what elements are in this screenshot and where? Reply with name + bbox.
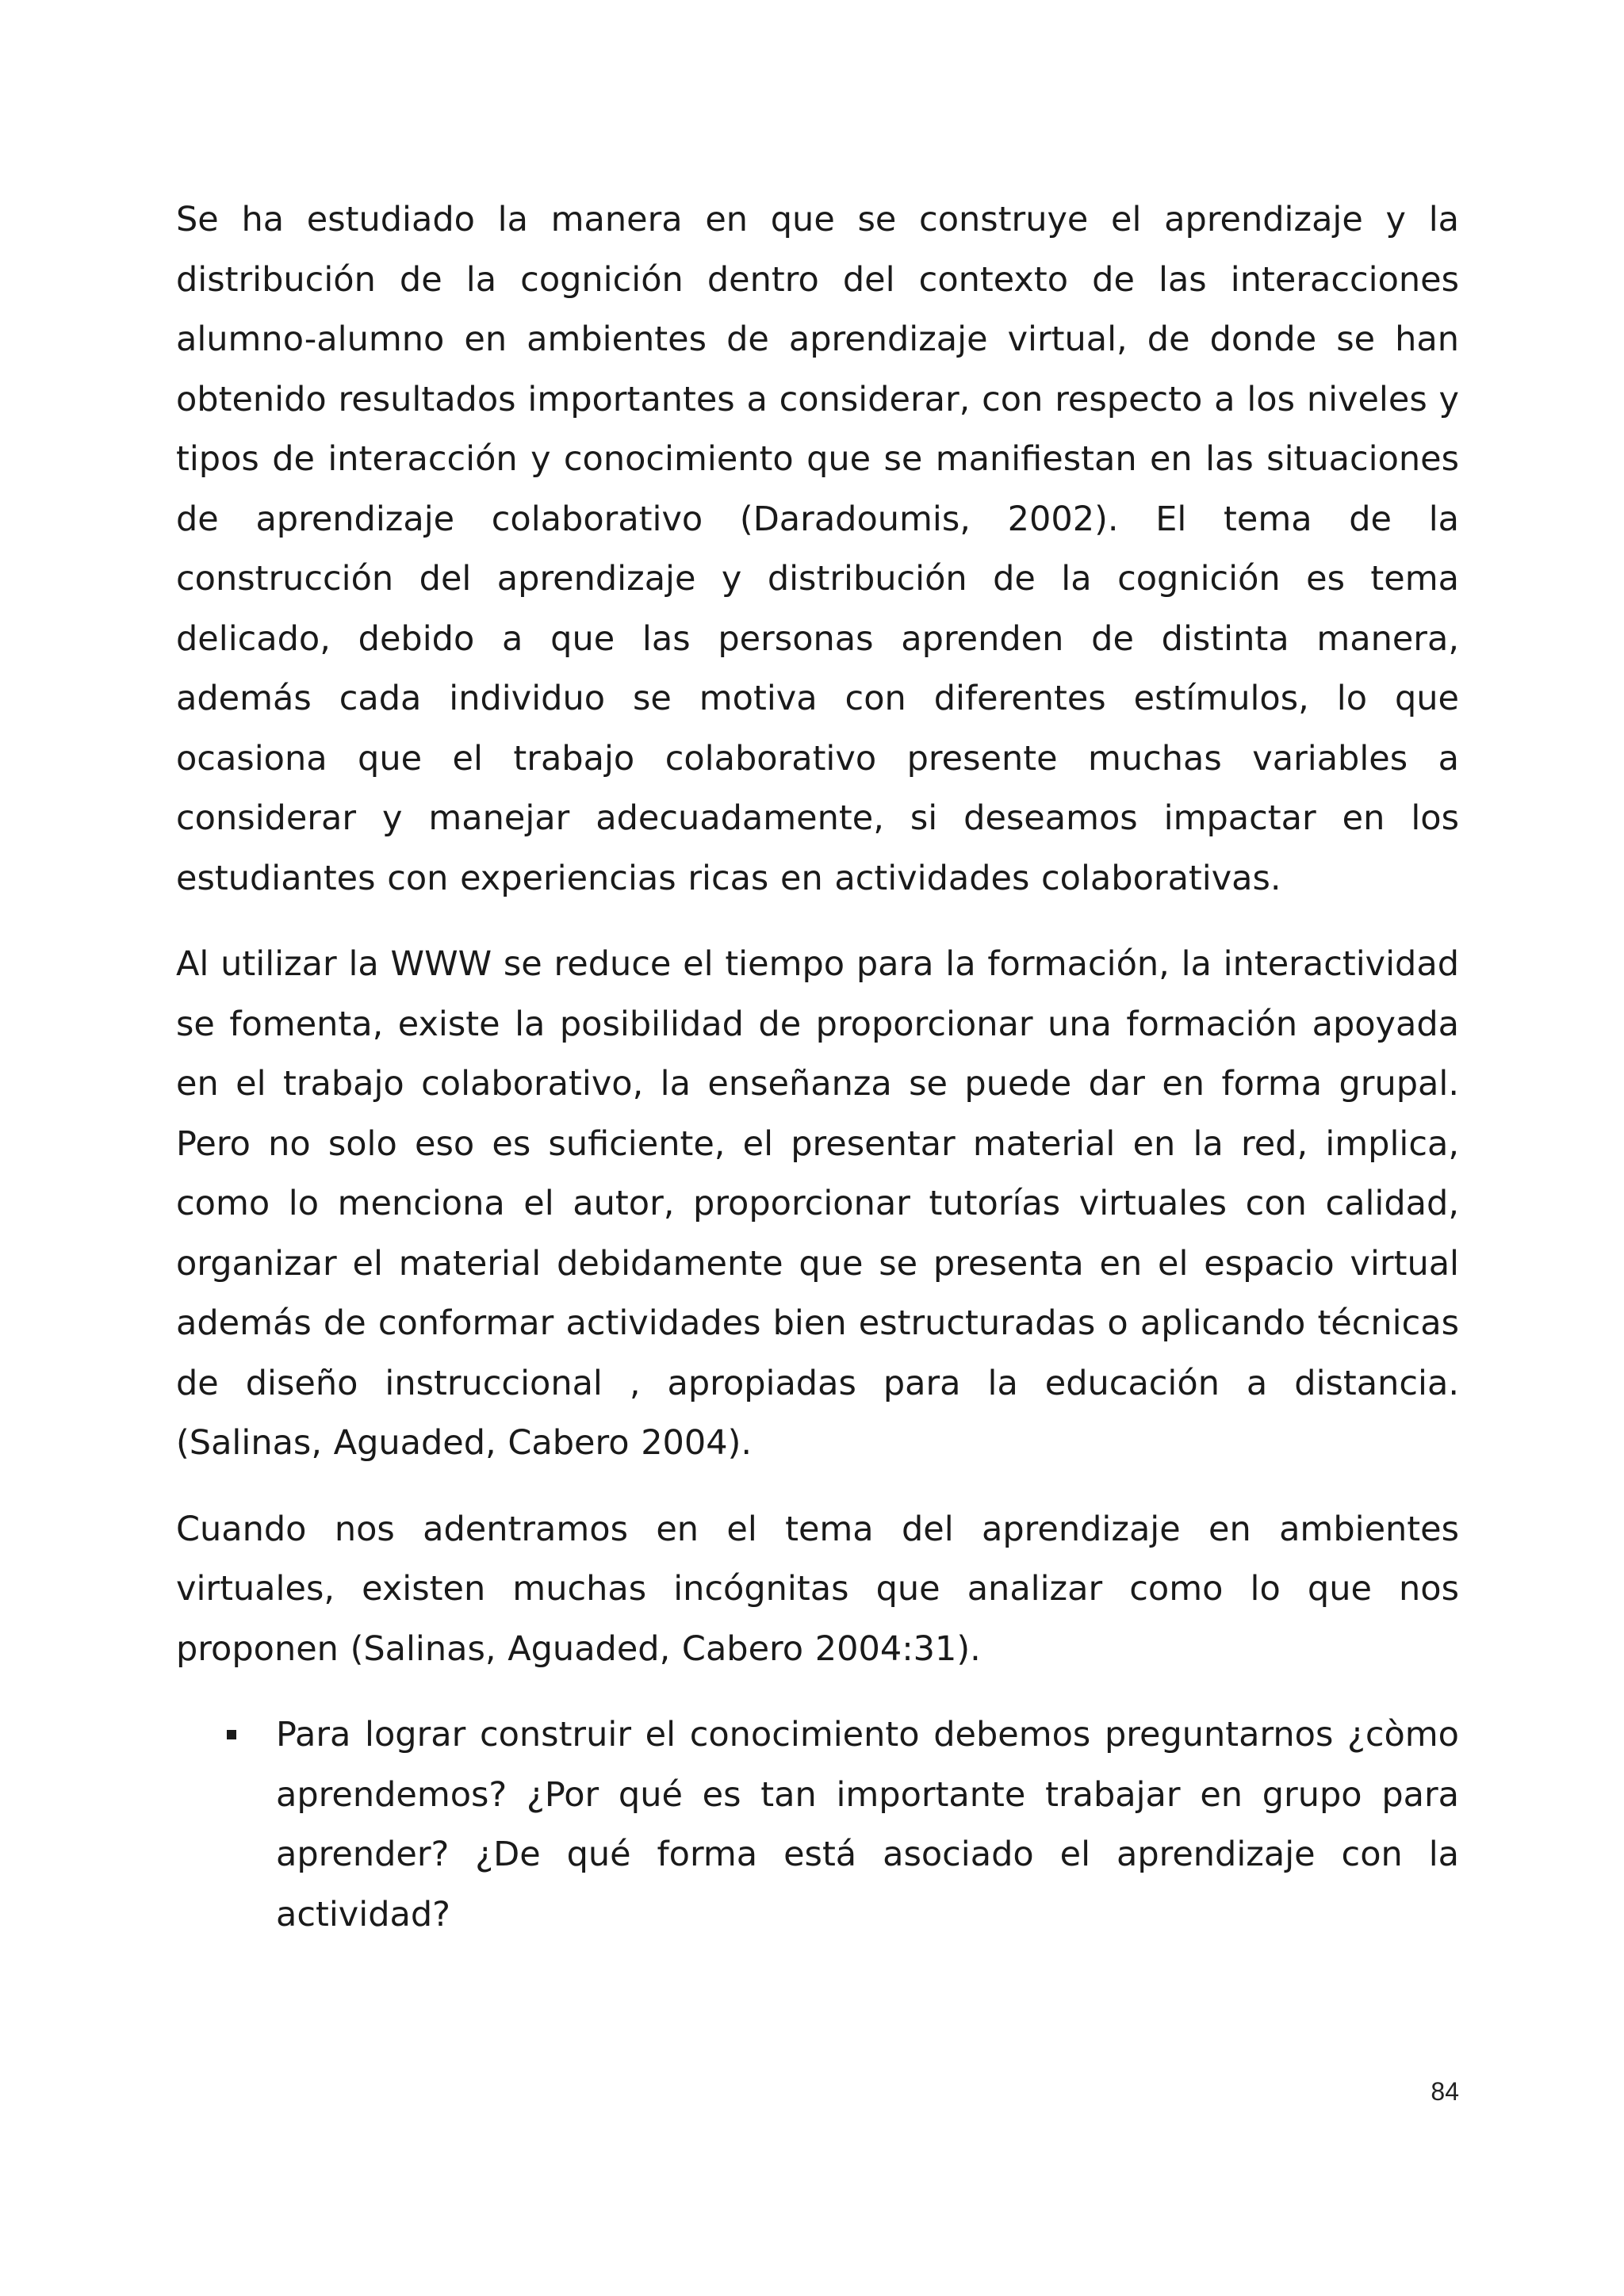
paragraph-2: Al utilizar la WWW se reduce el tiempo para la formación, la interactividad se fomenta, existe la posibilidad de proporcionar una formación apoyada en el trabajo colaborativo, la enseñanza se puede dar en forma grupal. Pero no solo eso es suficiente, el presentar material en la red, implica, como lo menciona el autor, proporcionar tutorías virtuales con calidad, organizar el material debidamente que se presenta en el espacio virtual además de conformar actividades bien estructuradas o aplicando técnicas de diseño instruccional , apropiadas para la educación a distancia. (Salinas, Aguaded, Cabero 2004). — [176, 944, 1459, 1463]
bullet-list — [176, 1705, 1459, 1945]
page-body — [176, 190, 1459, 1945]
square-bullet-icon — [227, 1730, 236, 1739]
list-item — [176, 1705, 1459, 1945]
page-number: 84 — [1431, 2077, 1459, 2106]
paragraph-3: Cuando nos adentramos en el tema del aprendizaje en ambientes virtuales, existen muchas incógnitas que analizar como lo que nos proponen (Salinas, Aguaded, Cabero 2004:31). — [176, 1509, 1459, 1669]
list-item-text: Para lograr construir el conocimiento debemos preguntarnos ¿còmo aprendemos? ¿Por qué es tan importante trabajar en grupo para aprender? ¿De qué forma está asociado el aprendizaje con la actividad? — [276, 1715, 1459, 1934]
paragraph-1: Se ha estudiado la manera en que se construye el aprendizaje y la distribución de la cognición dentro del contexto de las interacciones alumno-alumno en ambientes de aprendizaje virtual, de donde se han obtenido resultados importantes a considerar, con respecto a los niveles y tipos de interacción y conocimiento que se manifiestan en las situaciones de aprendizaje colaborativo (Daradoumis, 2002). El tema de la construcción del aprendizaje y distribución de la cognición es tema delicado, debido a que las personas aprenden de distinta manera, además cada individuo se motiva con diferentes estímulos, lo que ocasiona que el trabajo colaborativo presente muchas variables a considerar y manejar adecuadamente, si deseamos impactar en los estudiantes con experiencias ricas en actividades colaborativas. — [176, 200, 1459, 898]
